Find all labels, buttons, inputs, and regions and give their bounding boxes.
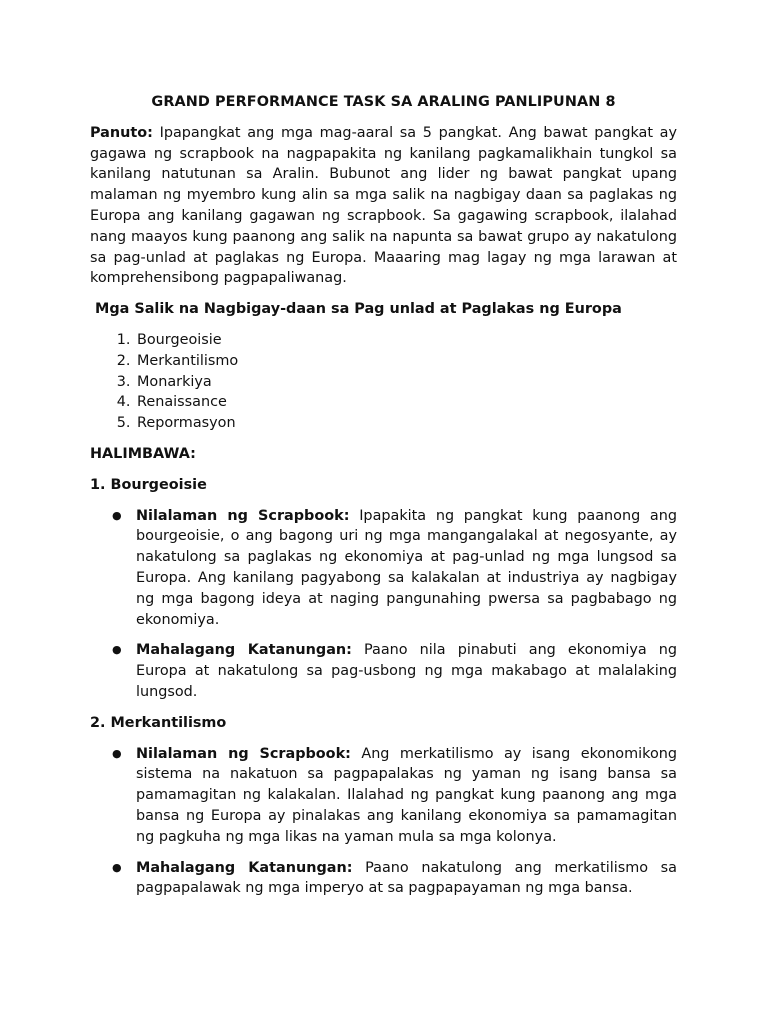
- bullet-icon: ●: [112, 643, 122, 657]
- document-title: GRAND PERFORMANCE TASK SA ARALING PANLIPUNAN 8: [151, 94, 616, 110]
- factors-list: [90, 330, 677, 434]
- bullet-icon: ●: [112, 860, 122, 874]
- example-points-bourgeoisie: [90, 506, 677, 703]
- example-label: HALIMBAWA:: [90, 445, 196, 462]
- example-points-merkantilismo: [90, 744, 677, 900]
- instructions-paragraph: [90, 123, 677, 289]
- question-label: Mahalagang Katanungan:: [136, 859, 353, 876]
- content-text: Ipapakita ng pangkat kung paanong ang bourgeoisie, o ang bagong uri ng mga mangangalakal at negosyante, ay nakatulong sa paglakas ng ekonomiya at pag-unlad ng mga lungsod sa Europa. Ang kanilang pagyabong sa kalakalan at industriya ay nagbigay ng mga bagong ideya at naging pangunahing pwersa sa pagbabago ng ekonomiya.: [136, 507, 677, 628]
- list-item: 3. Monarkiya: [135, 372, 677, 393]
- list-item: 5. Repormasyon: [135, 413, 677, 434]
- bullet-icon: ●: [112, 746, 122, 760]
- content-text: Ang merkatilismo ay isang ekonomikong sistema na nakatuon sa pagpapalakas ng yaman ng isang bansa sa pamamagitan ng kalakalan. Ilalahad ng pangkat kung paanong ang mga bansa ng Europa ay pinalakas ang kanilang ekonomiya sa pamamagitan ng pagkuha ng mga likas na yaman mula sa mga kolonya.: [136, 745, 678, 845]
- question-text: Paano nakatulong ang merkatilismo sa pagpapalawak ng mga imperyo at sa pagpapayaman ng mga bansa.: [136, 859, 677, 897]
- instructions-text: Ipapangkat ang mga mag-aaral sa 5 pangkat. Ang bawat pangkat ay gagawa ng scrapbook na nagpapakita ng kanilang pagkamalikhain tungkol sa kanilang natutunan sa Aralin. Bubunot ang lider ng bawat pangkat upang malaman ng myembro kung alin sa mga salik na nagbigay daan sa paglakas ng Europa ang kanilang gagawan ng scrapbook. Sa gagawing scrapbook, ilalahad nang maayos kung paanong ang salik na napunta sa bawat grupo ay nakatulong sa pag-unlad at paglakas ng Europa. Maaaring mag lagay ng mga larawan at komprehensibong pagpapaliwanag.: [90, 124, 678, 287]
- factors-heading: Mga Salik na Nagbigay-daan sa Pag unlad at Paglakas ng Europa: [95, 301, 622, 318]
- list-item: [112, 506, 677, 631]
- content-label: Nilalaman ng Scrapbook:: [136, 745, 351, 762]
- example-heading-bourgeoisie: 1. Bourgeoisie: [90, 476, 207, 493]
- list-item: 1. Bourgeoisie: [135, 330, 677, 351]
- content-label: Nilalaman ng Scrapbook:: [136, 507, 350, 524]
- question-text: Paano nila pinabuti ang ekonomiya ng Europa at nakatulong sa pag-usbong ng mga makabago at malalaking lungsod.: [136, 642, 677, 700]
- question-label: Mahalagang Katanungan:: [136, 642, 352, 659]
- document-body: [90, 92, 677, 909]
- list-item: 4. Renaissance: [135, 392, 677, 413]
- list-item: 2. Merkantilismo: [135, 351, 677, 372]
- list-item: [112, 858, 677, 900]
- example-heading-merkantilismo: 2. Merkantilismo: [90, 714, 227, 731]
- list-item: [112, 744, 678, 848]
- instructions-label: Panuto:: [90, 124, 153, 141]
- list-item: [112, 640, 677, 702]
- bullet-icon: ●: [112, 508, 122, 522]
